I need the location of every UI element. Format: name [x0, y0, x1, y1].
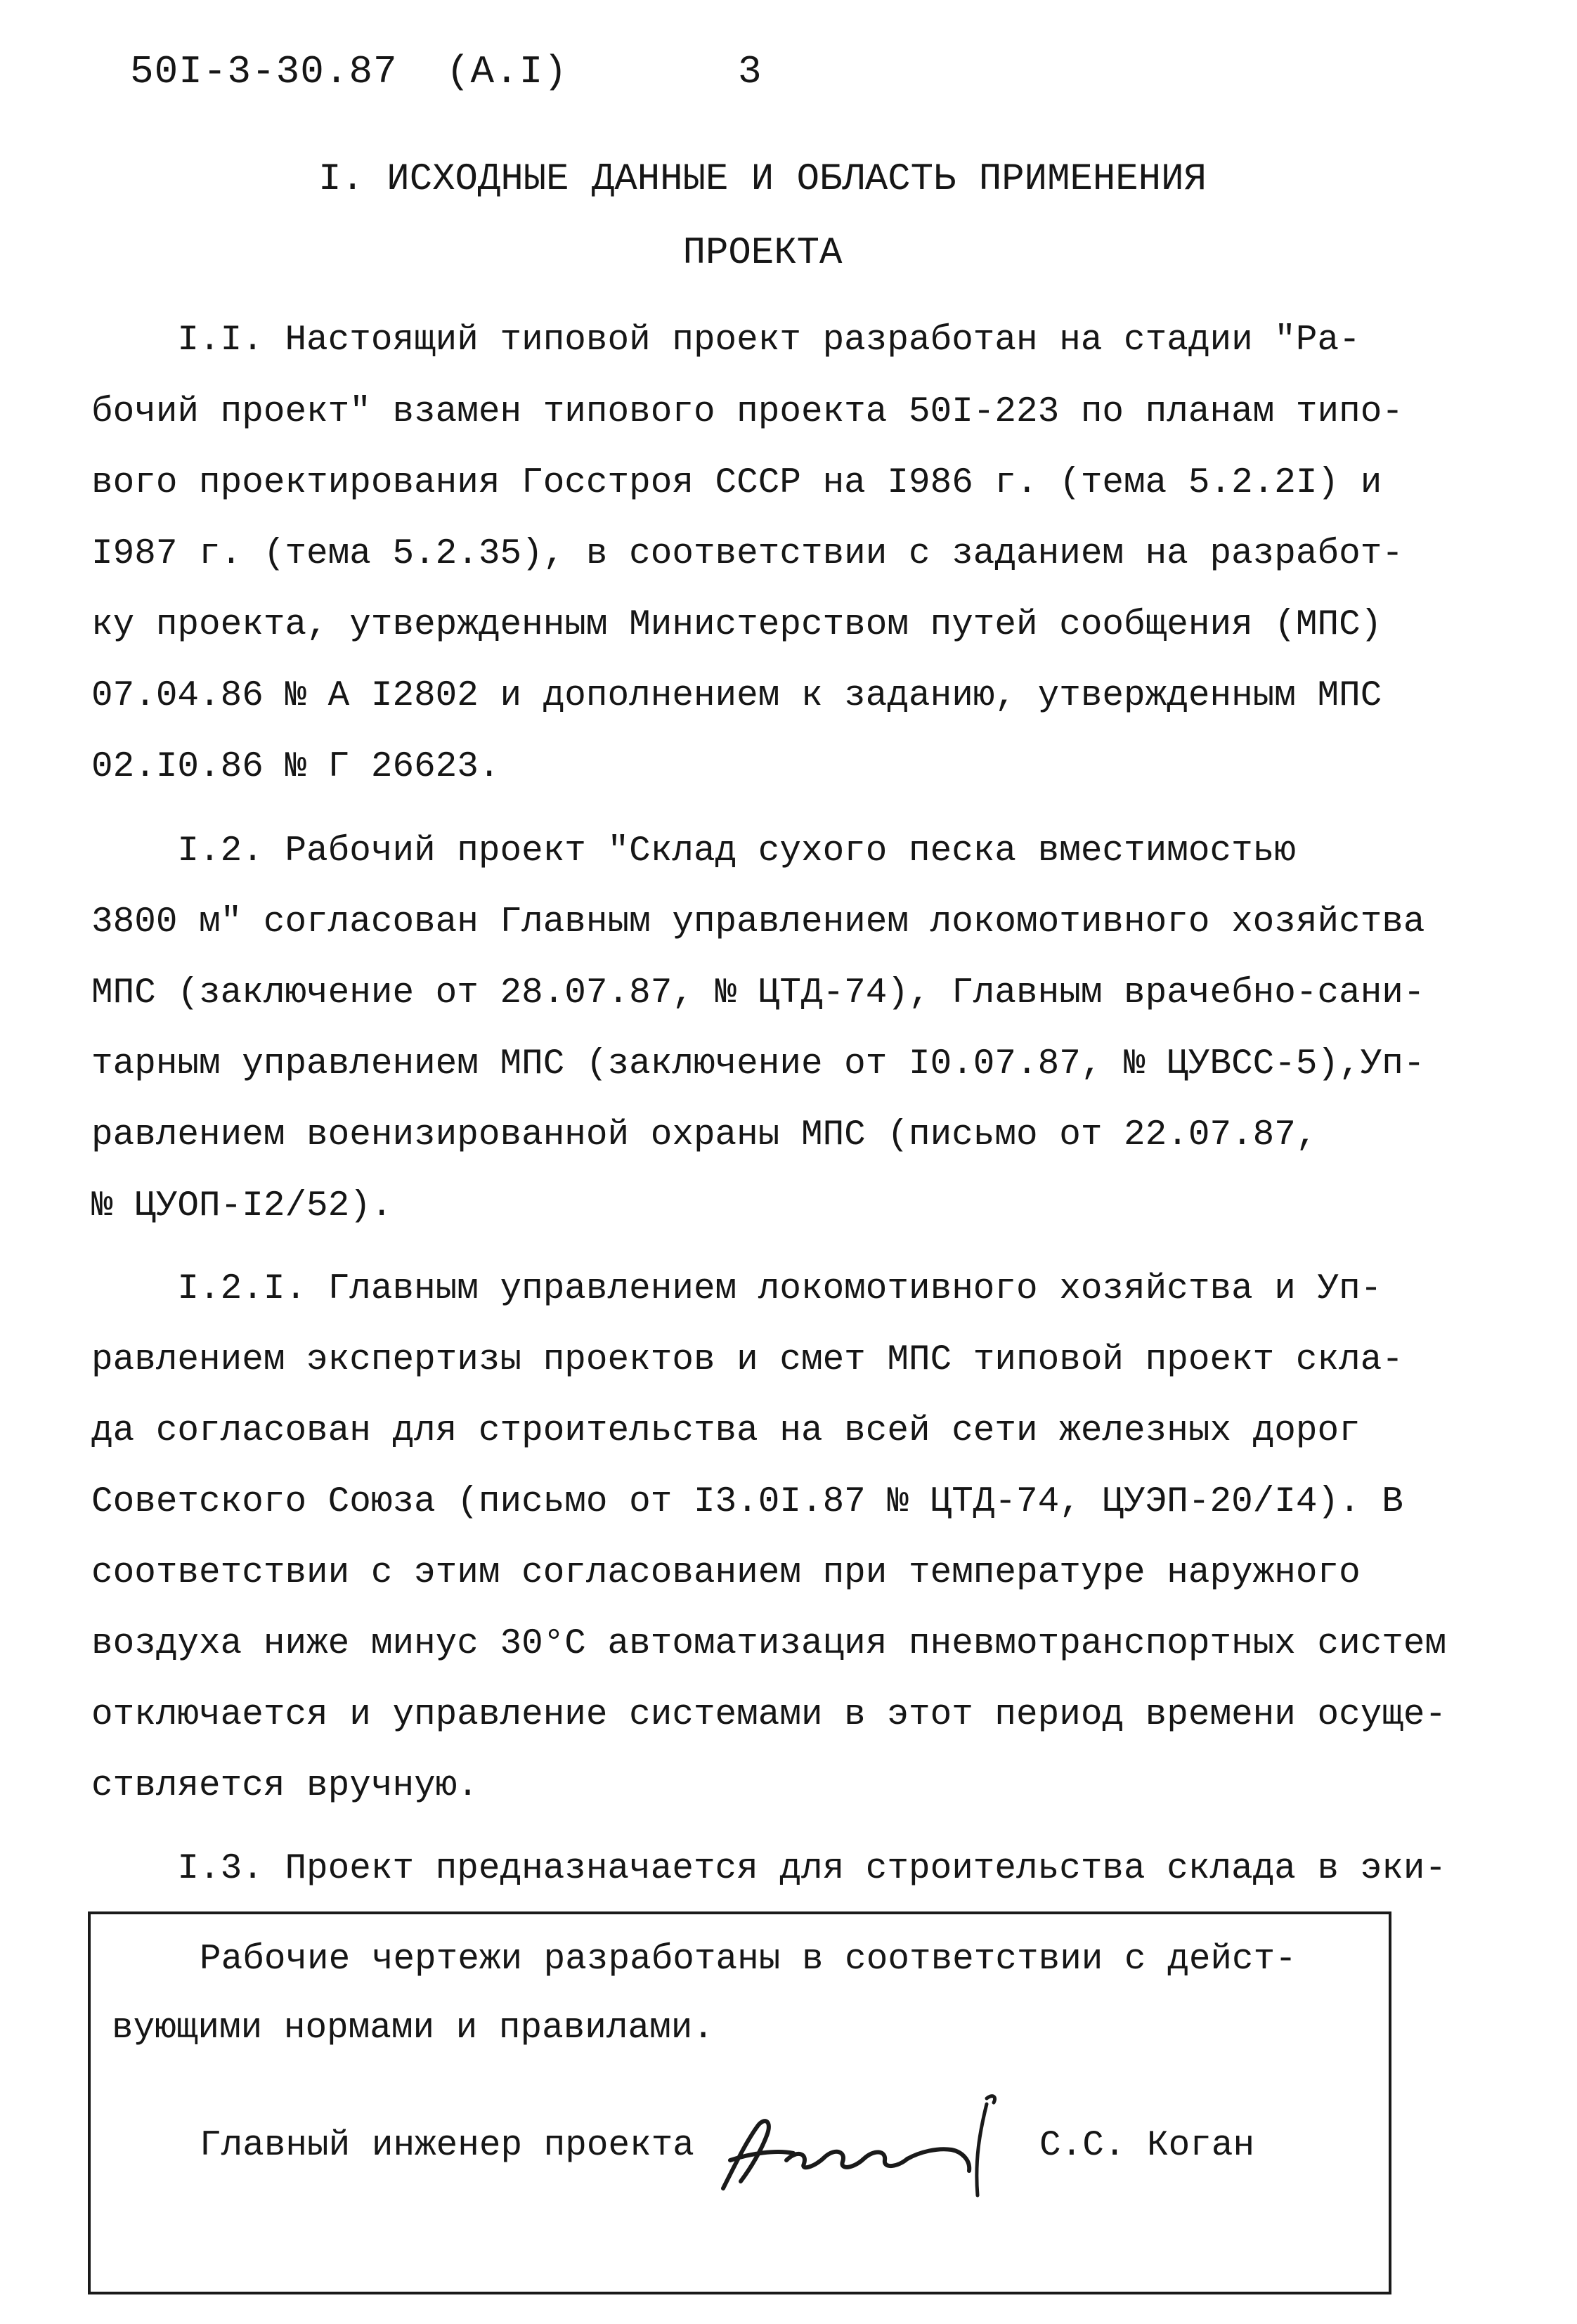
- stamp-text-line: вующими нормами и правилами.: [112, 2008, 714, 2049]
- handwritten-signature: [709, 2083, 1018, 2202]
- body-line: отключается и управление системами в этот период времени осуще-: [91, 1695, 1447, 1735]
- section-title-continued: ПРОЕКТА: [682, 232, 843, 275]
- section-title: I. ИСХОДНЫЕ ДАННЫЕ И ОБЛАСТЬ ПРИМЕНЕНИЯ: [318, 158, 1207, 201]
- body-line: I.I. Настоящий типовой проект разработан на стадии "Ра-: [91, 320, 1361, 361]
- body-line: № ЦУОП-I2/52).: [91, 1186, 393, 1226]
- body-line: I.2. Рабочий проект "Склад сухого песка вместимостью: [91, 831, 1296, 871]
- body-line: Советского Союза (письмо от I3.0I.87 № ЦТД-74, ЦУЭП-20/I4). В: [91, 1482, 1403, 1522]
- stamp-text-line: Рабочие чертежи разработаны в соответствии с дейст-: [200, 1940, 1297, 1980]
- body-line: I.2.I. Главным управлением локомотивного хозяйства и Уп-: [91, 1269, 1382, 1309]
- chief-engineer-label: Главный инженер проекта: [200, 2126, 694, 2166]
- body-line: ку проекта, утвержденным Министерством путей сообщения (МПС): [91, 605, 1382, 645]
- body-line: тарным управлением МПС (заключение от I0.07.87, № ЦУВСС-5),Уп-: [91, 1044, 1425, 1084]
- chief-engineer-name: С.С. Коган: [1039, 2126, 1255, 2166]
- body-line: бочий проект" взамен типового проекта 50I-223 по планам типо-: [91, 392, 1403, 432]
- body-line: да согласован для строительства на всей сети железных дорог: [91, 1411, 1361, 1451]
- body-line: I987 г. (тема 5.2.35), в соответствии с заданием на разработ-: [91, 534, 1403, 574]
- body-line: равлением экспертизы проектов и смет МПС типовой проект скла-: [91, 1340, 1403, 1380]
- body-line: I.3. Проект предназначается для строительства склада в эки-: [91, 1849, 1447, 1889]
- body-line: ствляется вручную.: [91, 1766, 479, 1806]
- body-line: вого проектирования Госстроя СССР на I986 г. (тема 5.2.2I) и: [91, 463, 1382, 503]
- body-line: воздуха ниже минус 30°С автоматизация пневмотранспортных систем: [91, 1624, 1447, 1664]
- body-line: 3800 м" согласован Главным управлением локомотивного хозяйства: [91, 902, 1425, 942]
- body-line: 07.04.86 № А I2802 и дополнением к заданию, утвержденным МПС: [91, 676, 1382, 716]
- body-line: МПС (заключение от 28.07.87, № ЦТД-74), Главным врачебно-сани-: [91, 973, 1425, 1013]
- body-line: 02.I0.86 № Г 26623.: [91, 747, 500, 787]
- body-line: равлением военизированной охраны МПС (письмо от 22.07.87,: [91, 1115, 1318, 1155]
- approval-stamp-box: [88, 1911, 1391, 2294]
- document-code: 50I-3-30.87 (A.I): [130, 49, 568, 94]
- body-line: соответствии с этим согласованием при температуре наружного: [91, 1553, 1361, 1593]
- page-number: 3: [738, 49, 762, 94]
